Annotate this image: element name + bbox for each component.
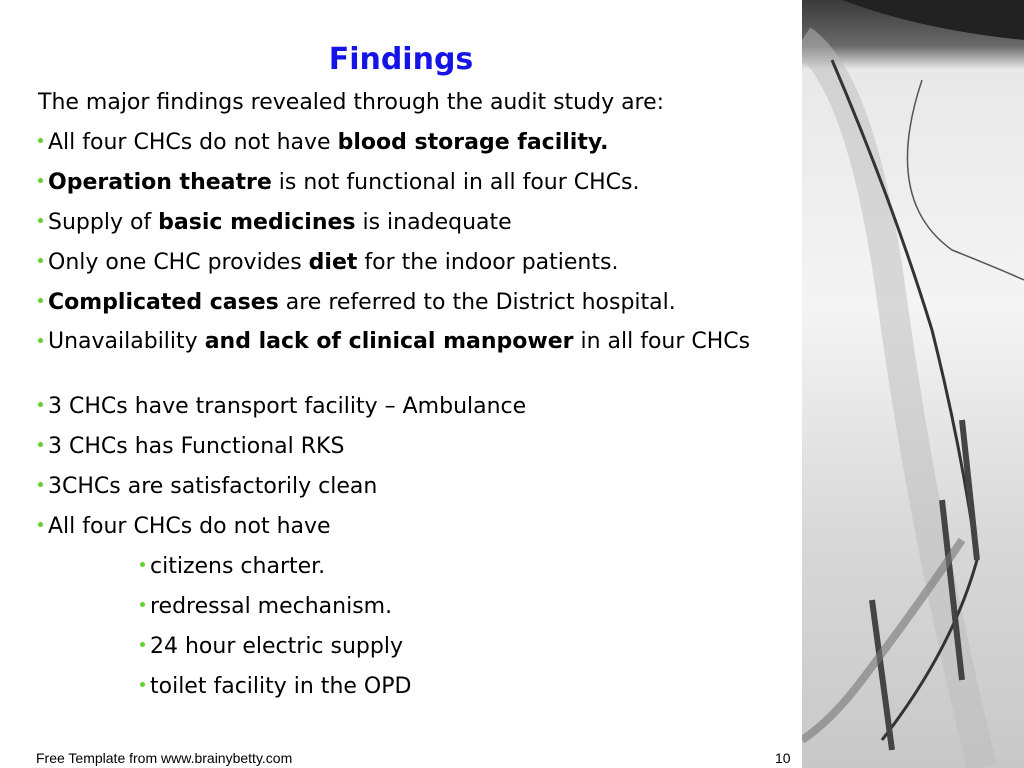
- item-bold: Operation theatre: [48, 170, 272, 195]
- item-text: All four CHCs do not have: [48, 514, 331, 539]
- item-bold: and lack of clinical manpower: [204, 329, 574, 354]
- item-text: Supply of: [48, 210, 159, 235]
- list-item: [38, 474, 778, 514]
- list-item: [38, 514, 778, 554]
- list-item: [38, 170, 778, 210]
- sub-list-item: toilet facility in the OPD: [140, 674, 778, 714]
- item-text: for the indoor patients.: [357, 250, 619, 275]
- list-item: [38, 210, 778, 250]
- intro-text: The major findings revealed through the audit study are:: [38, 90, 665, 115]
- snow-fence-illustration: [802, 0, 1024, 768]
- page-number: 10: [775, 750, 791, 766]
- item-bold: blood storage facility.: [337, 130, 609, 155]
- findings-list: [38, 130, 778, 714]
- item-bold: basic medicines: [158, 210, 356, 235]
- slide-title: Findings: [328, 42, 474, 77]
- item-text: Unavailability: [48, 329, 205, 354]
- sub-list-item: citizens charter.: [140, 554, 778, 594]
- footer-credit: Free Template from www.brainybetty.com: [36, 750, 293, 766]
- item-text: 3 CHCs has Functional RKS: [48, 434, 345, 459]
- sub-list-item: 24 hour electric supply: [140, 634, 778, 674]
- item-text: are referred to the District hospital.: [278, 290, 676, 315]
- list-item: [38, 394, 778, 434]
- item-text: 3CHCs are satisfactorily clean: [48, 474, 378, 499]
- item-text: is inadequate: [355, 210, 512, 235]
- item-text: 3 CHCs have transport facility – Ambulance: [48, 394, 527, 419]
- item-text: in all four CHCs: [573, 329, 751, 354]
- sub-list-item: redressal mechanism.: [140, 594, 778, 634]
- list-item: [38, 434, 778, 474]
- item-text: is not functional in all four CHCs.: [271, 170, 640, 195]
- list-item: [38, 330, 778, 394]
- list-item: [38, 250, 778, 290]
- item-bold: Complicated cases: [48, 290, 279, 315]
- snow-fence-photo: [802, 0, 1024, 768]
- item-text: Only one CHC provides: [48, 250, 309, 275]
- list-item: [38, 130, 778, 170]
- item-bold: diet: [308, 250, 358, 275]
- item-text: All four CHCs do not have: [48, 130, 338, 155]
- list-item: [38, 290, 778, 330]
